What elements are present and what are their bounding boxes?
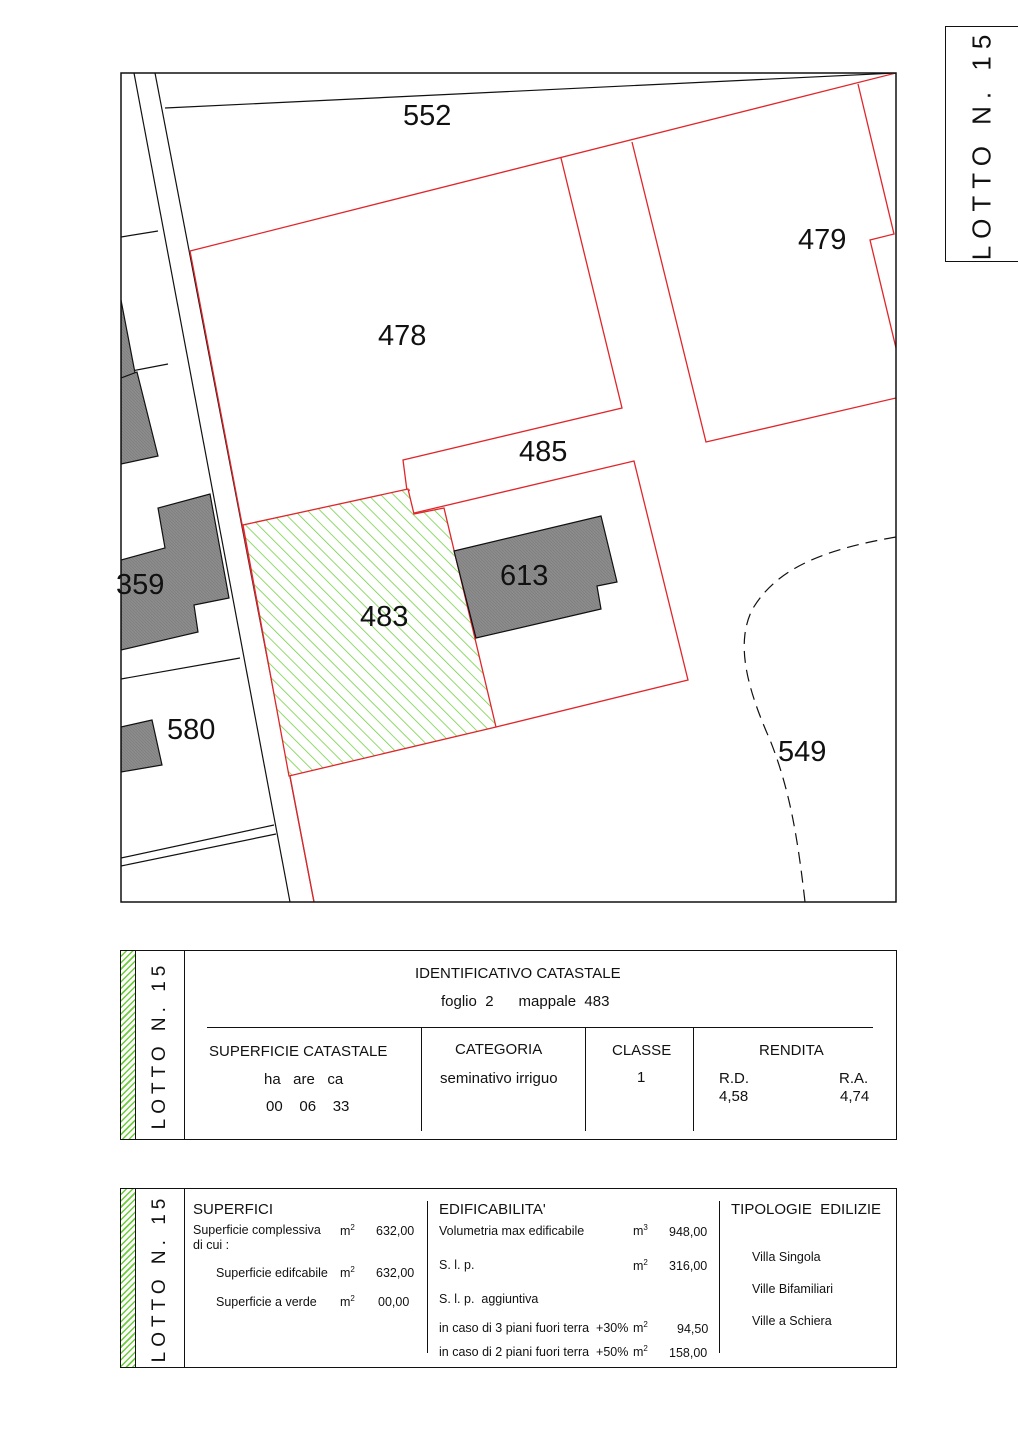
superficie-header: SUPERFICIE CATASTALE	[209, 1043, 388, 1060]
piani2-value: 158,00	[669, 1346, 708, 1360]
unit-m3: $m^3$	[633, 1223, 648, 1239]
divider	[427, 1201, 428, 1353]
road-edge-left	[134, 73, 290, 902]
cadastral-subtitle: foglio 2 mappale 483	[441, 993, 610, 1010]
parcel-label-549: 549	[778, 736, 827, 768]
superfici-header: SUPERFICI	[193, 1201, 274, 1218]
boundary-line	[121, 834, 276, 866]
tipologia-ville-bifamiliari: Ville Bifamiliari	[752, 1282, 834, 1296]
hatch-strip	[121, 951, 136, 1139]
sup-verde-label: Superficie a verde	[216, 1295, 317, 1309]
parcel-label-478: 478	[378, 320, 427, 352]
building-580	[121, 720, 162, 772]
unit-m2: $m^2$	[633, 1258, 648, 1274]
map-frame	[121, 73, 896, 902]
boundary-line	[121, 231, 158, 237]
volumetria-label: Volumetria max edificabile	[439, 1224, 585, 1238]
boundary-line	[165, 73, 896, 108]
cadastral-title: IDENTIFICATIVO CATASTALE	[415, 965, 621, 982]
rd-value: 4,58	[719, 1088, 749, 1105]
tipologie-header: TIPOLOGIE EDILIZIE	[731, 1201, 882, 1218]
classe-header: CLASSE	[612, 1042, 672, 1059]
edificabilita-header: EDIFICABILITA'	[439, 1201, 546, 1218]
tipologia-villa-singola: Villa Singola	[752, 1250, 821, 1264]
boundary-line	[121, 658, 240, 679]
divider	[421, 1027, 422, 1131]
building-info-panel	[120, 1188, 897, 1368]
volumetria-value: 948,00	[669, 1225, 708, 1239]
parcel-label-485: 485	[519, 436, 568, 468]
parcel-label-613: 613	[500, 560, 549, 592]
piani2-label: in caso di 2 piani fuori terra +50%	[439, 1345, 629, 1359]
divider	[693, 1027, 694, 1131]
parcel-label-359: 359	[116, 569, 165, 601]
categoria-header: CATEGORIA	[455, 1041, 543, 1058]
superficie-units: ha are ca	[264, 1071, 344, 1088]
divider	[585, 1027, 586, 1131]
hatch-strip	[121, 1189, 136, 1367]
di-cui-label: di cui :	[193, 1238, 230, 1252]
cadastral-info-panel	[120, 950, 897, 1140]
piani3-value: 94,50	[677, 1322, 709, 1336]
lotto-side-column	[135, 951, 185, 1139]
unit-m2: $m^2$	[633, 1344, 648, 1360]
piani3-label: in caso di 3 piani fuori terra +30%	[439, 1321, 629, 1335]
boundary-479	[632, 142, 896, 442]
unit-m2: $m^2$	[340, 1223, 355, 1239]
classe-value: 1	[637, 1069, 646, 1086]
slp-value: 316,00	[669, 1259, 708, 1273]
sup-edificabile-label: Superficie edifcabile	[216, 1266, 328, 1280]
ra-label: R.A.	[839, 1070, 869, 1087]
parcel-label-479: 479	[798, 224, 847, 256]
sup-verde-value: 00,00	[378, 1295, 410, 1309]
rendita-header: RENDITA	[759, 1042, 824, 1059]
building-west-top	[121, 300, 136, 380]
boundary-line	[121, 825, 274, 858]
slp-aggiuntiva-label: S. l. p. aggiuntiva	[439, 1292, 539, 1306]
superficie-values: 00 06 33	[266, 1098, 350, 1115]
tipologia-ville-schiera: Ville a Schiera	[752, 1314, 832, 1328]
lotto-side-label: LOTTO N. 15	[149, 960, 170, 1130]
parcel-label-483: 483	[360, 601, 409, 633]
unit-m2: $m^2$	[633, 1320, 648, 1336]
sup-complessiva-label: Superficie complessiva	[193, 1223, 321, 1237]
boundary-479-notch	[858, 84, 896, 348]
divider	[719, 1201, 720, 1353]
lotto-side-label: LOTTO N. 15	[149, 1193, 170, 1363]
lotto-tag-label: LOTTO N. 15	[966, 27, 997, 261]
parcel-label-580: 580	[167, 714, 216, 746]
boundary-478-top	[190, 73, 896, 251]
lotto-side-column	[135, 1189, 185, 1367]
sup-complessiva-value: 632,00	[376, 1224, 415, 1238]
divider	[207, 1027, 873, 1028]
parcel-label-552: 552	[403, 100, 452, 132]
slp-label: S. l. p.	[439, 1258, 475, 1272]
building-west-mid	[121, 372, 158, 464]
categoria-value: seminativo irriguo	[440, 1070, 558, 1087]
boundary-549-dashed	[744, 537, 896, 902]
sup-edificabile-value: 632,00	[376, 1266, 415, 1280]
rd-label: R.D.	[719, 1070, 749, 1087]
ra-value: 4,74	[840, 1088, 870, 1105]
unit-m2: $m^2$	[340, 1265, 355, 1281]
unit-m2: $m^2$	[340, 1294, 355, 1310]
